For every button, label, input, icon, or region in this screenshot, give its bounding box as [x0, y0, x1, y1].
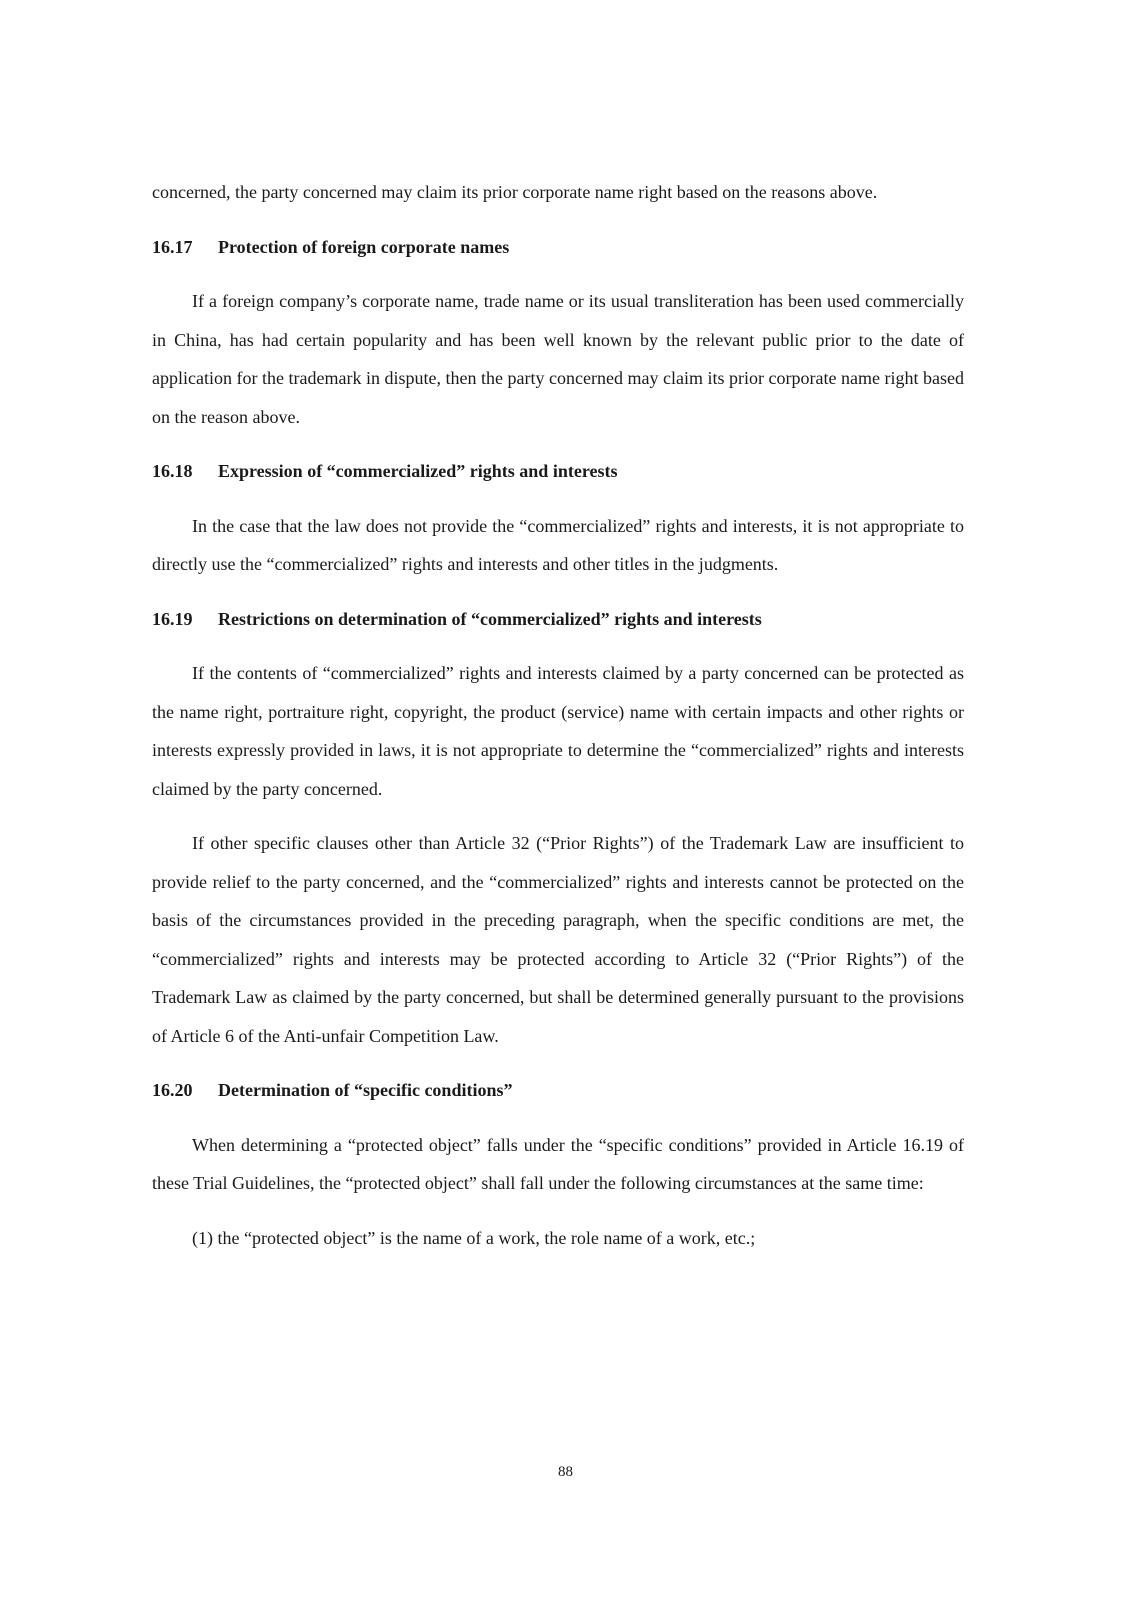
paragraph: If a foreign company’s corporate name, trade name or its usual transliteration has been used commercially in China, has had certain popularity and has been well known by the relevant public prior to the date of application for the trademark in dispute, then the party concerned may claim its prior corporate name right based on the reason above. — [152, 291, 964, 427]
section-title: Restrictions on determination of “commercialized” rights and interests — [218, 608, 762, 629]
section-title: Protection of foreign corporate names — [218, 236, 510, 257]
page-content — [152, 173, 964, 1273]
section-heading-16-19 — [152, 600, 964, 639]
section-heading-16-20 — [152, 1071, 964, 1110]
continued-paragraph: concerned, the party concerned may claim its prior corporate name right based on the reasons above. — [152, 182, 878, 202]
section-heading-16-17 — [152, 228, 964, 267]
list-item: (1) the “protected object” is the name of a work, the role name of a work, etc.; — [192, 1227, 756, 1248]
section-number: 16.17 — [152, 236, 193, 257]
paragraph: If the contents of “commercialized” rights and interests claimed by a party concerned can be protected as the name right, portraiture right, copyright, the product (service) name with certain impacts and other rights or interests expressly provided in laws, it is not appropriate to determine the “commercialized” rights and interests claimed by the party concerned. — [152, 663, 964, 799]
section-title: Expression of “commercialized” rights and interests — [218, 461, 618, 481]
paragraph: When determining a “protected object” falls under the “specific conditions” provided in Article 16.19 of these Trial Guidelines, the “protected object” shall fall under the following circumstances at the same time: — [152, 1134, 964, 1193]
section-title: Determination of “specific conditions” — [218, 1080, 513, 1100]
paragraph: If other specific clauses other than Article 32 (“Prior Rights”) of the Trademark Law are insufficient to provide relief to the party concerned, and the “commercialized” rights and interests cannot be protected on the basis of the circumstances provided in the preceding paragraph, when the specific conditions are met, the “commercialized” rights and interests may be protected according to Article 32 (“Prior Rights”) of the Trademark Law as claimed by the party concerned, but shall be determined generally pursuant to the provisions of Article 6 of the Anti-unfair Competition Law. — [152, 833, 964, 1046]
section-number: 16.18 — [152, 461, 193, 481]
page-number: 88 — [558, 1464, 573, 1480]
paragraph: In the case that the law does not provide the “commercialized” rights and interests, it is not appropriate to directly use the “commercialized” rights and interests and other titles in the judgments. — [152, 515, 964, 574]
section-number: 16.19 — [152, 608, 193, 629]
section-heading-16-18 — [152, 452, 964, 491]
section-number: 16.20 — [152, 1080, 193, 1100]
